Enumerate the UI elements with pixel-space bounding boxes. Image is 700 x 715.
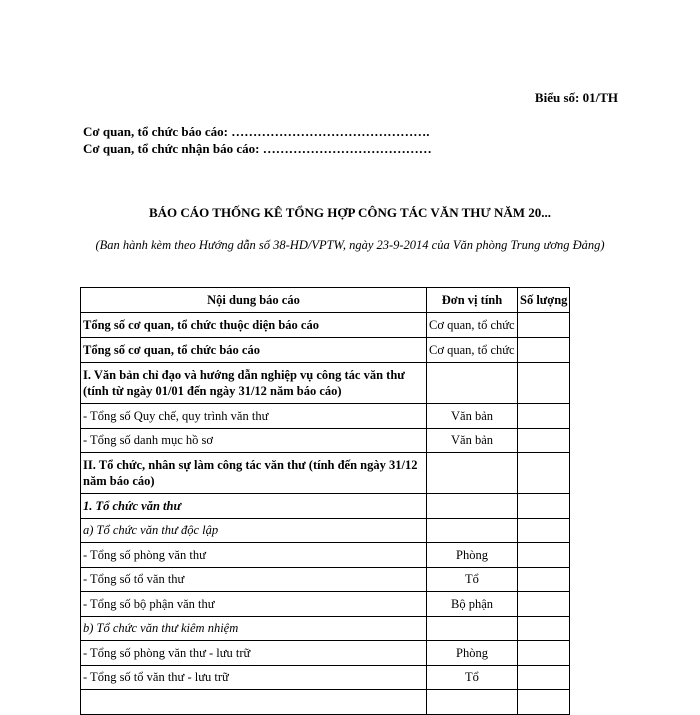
reporting-agency-line: Cơ quan, tổ chức báo cáo: ………………………………………. [83, 124, 430, 139]
row-content: - Tổng số bộ phận văn thư [81, 592, 427, 617]
row-unit: Bộ phận [427, 592, 518, 617]
table-row [81, 519, 570, 543]
row-unit: Cơ quan, tổ chức [427, 338, 518, 363]
row-unit: Văn bản [427, 429, 518, 453]
row-unit [427, 494, 518, 519]
report-title: BÁO CÁO THỐNG KÊ TỔNG HỢP CÔNG TÁC VĂN THƯ NĂM 20... [148, 205, 552, 220]
row-content: I. Văn bản chỉ đạo và hướng dẫn nghiệp vụ công tác văn thư (tính từ ngày 01/01 đến ngày 31/12 năm báo cáo) [81, 363, 427, 404]
row-quantity [518, 666, 570, 690]
table-row [81, 617, 570, 641]
row-quantity [518, 690, 570, 715]
row-content [81, 690, 427, 715]
row-content: - Tổng số tổ văn thư - lưu trữ [81, 666, 427, 690]
row-quantity [518, 453, 570, 494]
row-unit: Tổ [427, 568, 518, 592]
receiving-agency-line: Cơ quan, tổ chức nhận báo cáo: ………………………………… [83, 141, 432, 156]
row-unit: Phòng [427, 543, 518, 568]
row-quantity [518, 592, 570, 617]
row-content: - Tổng số Quy chế, quy trình văn thư [81, 404, 427, 429]
row-quantity [518, 543, 570, 568]
table-row [81, 592, 570, 617]
report-table [80, 287, 570, 715]
row-unit [427, 363, 518, 404]
row-unit: Tổ [427, 666, 518, 690]
table-row [81, 404, 570, 429]
row-quantity [518, 404, 570, 429]
row-unit: Văn bản [427, 404, 518, 429]
row-content: b) Tổ chức văn thư kiêm nhiệm [81, 617, 427, 641]
report-subtitle: (Ban hành kèm theo Hướng dẫn số 38-HD/VPTW, ngày 23-9-2014 của Văn phòng Trung ương Đảng) [95, 238, 605, 252]
row-quantity [518, 519, 570, 543]
table-row [81, 543, 570, 568]
row-unit: Cơ quan, tổ chức [427, 313, 518, 338]
row-quantity [518, 338, 570, 363]
table-row [81, 429, 570, 453]
table-row [81, 363, 570, 404]
table-row [81, 568, 570, 592]
form-number: Biểu số: 01/TH [534, 90, 618, 105]
row-content: 1. Tổ chức văn thư [81, 494, 427, 519]
row-quantity [518, 617, 570, 641]
row-quantity [518, 494, 570, 519]
table-row [81, 453, 570, 494]
header-unit: Đơn vị tính [427, 288, 518, 313]
row-content: - Tổng số danh mục hồ sơ [81, 429, 427, 453]
row-unit [427, 690, 518, 715]
table-header-row [81, 288, 570, 313]
table-row [81, 494, 570, 519]
header-content: Nội dung báo cáo [81, 288, 427, 313]
row-unit: Phòng [427, 641, 518, 666]
row-content: a) Tổ chức văn thư độc lập [81, 519, 427, 543]
header-quantity: Số lượng [518, 288, 570, 313]
row-content: Tổng số cơ quan, tổ chức báo cáo [81, 338, 427, 363]
row-unit [427, 453, 518, 494]
row-quantity [518, 568, 570, 592]
row-unit [427, 519, 518, 543]
row-content: - Tổng số phòng văn thư - lưu trữ [81, 641, 427, 666]
row-content: - Tổng số tổ văn thư [81, 568, 427, 592]
row-quantity [518, 313, 570, 338]
row-content: II. Tổ chức, nhân sự làm công tác văn thư (tính đến ngày 31/12 năm báo cáo) [81, 453, 427, 494]
row-content: - Tổng số phòng văn thư [81, 543, 427, 568]
table-row [81, 338, 570, 363]
table-row [81, 690, 570, 715]
row-quantity [518, 641, 570, 666]
row-quantity [518, 363, 570, 404]
table-row [81, 666, 570, 690]
row-unit [427, 617, 518, 641]
row-content: Tổng số cơ quan, tổ chức thuộc diện báo cáo [81, 313, 427, 338]
row-quantity [518, 429, 570, 453]
table-row [81, 313, 570, 338]
table-row [81, 641, 570, 666]
